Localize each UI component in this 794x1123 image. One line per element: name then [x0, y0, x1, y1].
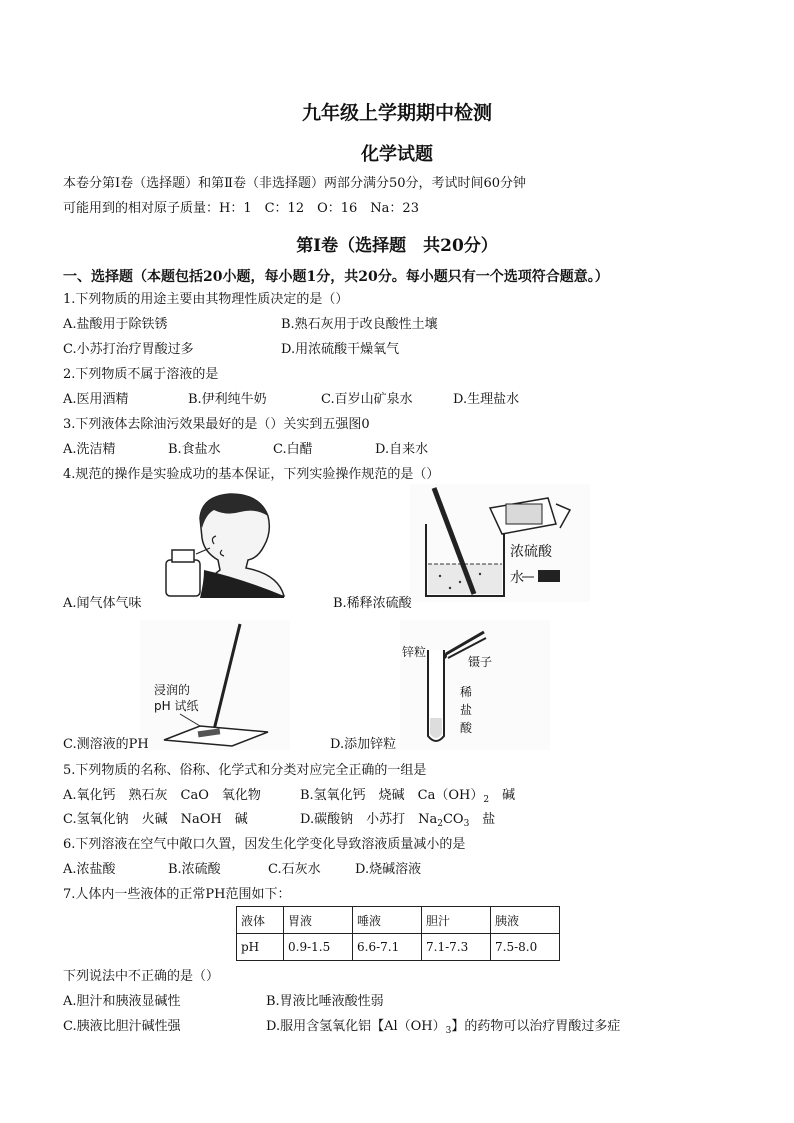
ph-table-header: 胆汁: [422, 907, 491, 934]
figure-measure-ph: [140, 620, 290, 750]
q7-question: 下列说法中不正确的是（）: [63, 969, 220, 984]
q1-option-c: C.小苏打治疗胃酸过多: [63, 342, 194, 357]
ph-table-cell: 0.9-1.5: [284, 934, 353, 961]
figure-tweezers-label: 镊子: [468, 655, 493, 669]
q2-option-c: C.百岁山矿泉水: [321, 392, 413, 407]
q4-option-b: B.稀释浓硫酸: [333, 596, 412, 611]
ph-table-header: 胰液: [491, 907, 560, 934]
section-title: 第Ⅰ卷（选择题 共20分）: [296, 236, 498, 256]
figure-ph-label2: pH 试纸: [154, 699, 199, 713]
q3-option-c: C.白醋: [273, 442, 313, 457]
ph-table-header: 胃液: [284, 907, 353, 934]
part-title: 一、选择题（本题包括20小题，每小题1分，共20分。每小题只有一个选项符合题意。）: [63, 269, 609, 285]
intro-text: 本卷分第Ⅰ卷（选择题）和第Ⅱ卷（非选择题）两部分满分50分，考试时间60分钟: [63, 176, 527, 191]
q5-option-a: A.氧化钙 熟石灰 CaO 氧化物: [63, 788, 261, 803]
q1-option-a: A.盐酸用于除铁锈: [63, 317, 168, 332]
exam-title: 九年级上学期期中检测: [301, 102, 492, 124]
q7-stem: 7.人体内一些液体的正常PH范围如下：: [63, 887, 291, 902]
q5-option-b: B.氢氧化钙 烧碱 $Ca(OH)_2$ 碱: [300, 788, 516, 805]
figure-acid-char2: 盐: [460, 703, 473, 717]
q3-stem: 3.下列液体去除油污效果最好的是（）关实到五强图0: [63, 417, 370, 432]
exam-subtitle: 化学试题: [361, 144, 433, 165]
q6-stem: 6.下列溶液在空气中敞口久置，因发生化学变化导致溶液质量减小的是: [63, 837, 466, 852]
figure-ph-label1: 浸润的: [154, 683, 191, 697]
q5-option-c: C.氢氧化钠 火碱 NaOH 碱: [63, 812, 248, 827]
ph-table-cell: 7.1-7.3: [422, 934, 491, 961]
q7-option-b: B.胃液比唾液酸性弱: [266, 994, 384, 1009]
q3-option-d: D.自来水: [375, 442, 429, 457]
figure-smell-gas: [160, 488, 290, 598]
atomic-mass-text: 可能用到的相对原子质量：H：1 C：12 O：16 Na：23: [63, 201, 419, 216]
q1-stem: 1.下列物质的用途主要由其物理性质决定的是（）: [63, 292, 349, 307]
q6-option-b: B.浓硫酸: [168, 862, 221, 877]
figure-zinc-label: 锌粒: [402, 645, 427, 659]
q3-option-b: B.食盐水: [168, 442, 221, 457]
q5-stem: 5.下列物质的名称、俗称、化学式和分类对应完全正确的一组是: [63, 763, 427, 778]
ph-table-cell: 6.6-7.1: [353, 934, 422, 961]
ph-table-header: 液体: [237, 907, 284, 934]
q4-option-c: C.测溶液的PH: [63, 737, 149, 752]
q7-option-c: C.胰液比胆汁碱性强: [63, 1019, 181, 1034]
q4-option-a: A.闻气体气味: [63, 596, 142, 611]
q1-option-d: D.用浓硫酸干燥氧气: [281, 342, 400, 357]
figure-acid-char1: 稀: [460, 685, 473, 699]
q5-option-d: D.碳酸钠 小苏打 $Na_2CO_3$ 盐: [300, 812, 496, 829]
q3-option-a: A.洗洁精: [63, 442, 116, 457]
ph-table-cell: 7.5-8.0: [491, 934, 560, 961]
q1-option-b: B.熟石灰用于改良酸性土壤: [281, 317, 438, 332]
q7-option-a: A.胆汁和胰液显碱性: [63, 994, 181, 1009]
q2-option-b: B.伊利纯牛奶: [188, 392, 267, 407]
ph-table-row: [237, 934, 560, 961]
q4-option-d: D.添加锌粒: [330, 737, 397, 752]
figure-add-zinc: [400, 620, 550, 750]
ph-table-header: 唾液: [353, 907, 422, 934]
ph-table-cell: pH: [237, 934, 284, 961]
q2-option-a: A.医用酒精: [63, 392, 129, 407]
q6-option-c: C.石灰水: [268, 862, 321, 877]
q6-option-d: D.烧碱溶液: [355, 862, 422, 877]
figure-acid-label: 浓硫酸: [510, 544, 552, 560]
q2-stem: 2.下列物质不属于溶液的是: [63, 367, 219, 382]
figure-water-label: 水: [510, 570, 524, 586]
q2-option-d: D.生理盐水: [453, 392, 520, 407]
figure-dilute-acid: [410, 484, 590, 602]
q6-option-a: A.浓盐酸: [63, 862, 116, 877]
ph-table-header-row: [237, 907, 560, 934]
q4-stem: 4.规范的操作是实验成功的基本保证，下列实验操作规范的是（）: [63, 467, 440, 482]
q7-option-d: D.服用含氢氧化铝【$Al(OH)_3$】的药物可以治疗胃酸过多症: [266, 1019, 621, 1036]
ph-table: [236, 906, 560, 961]
figure-acid-char3: 酸: [460, 721, 473, 735]
